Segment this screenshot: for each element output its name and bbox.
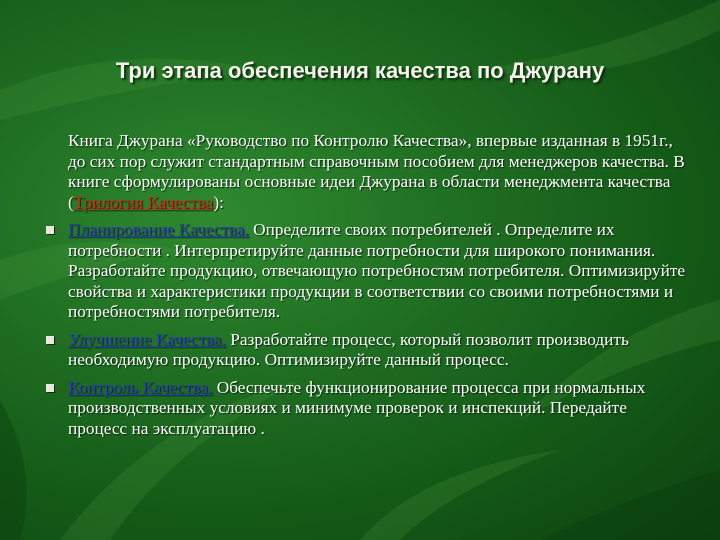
bullet-improvement: [46, 330, 686, 371]
intro-paragraph: [46, 131, 686, 213]
trilogy-link[interactable]: Трилогия Качества: [73, 192, 214, 212]
improvement-text: Разработайте процесс, который позволит производить необходимую продукцию. Оптимизируйте данный процесс.: [68, 329, 629, 369]
slide-content: [46, 131, 686, 446]
control-link[interactable]: Контроль Качества.: [68, 377, 213, 397]
control-text: Обеспечьте функционирование процесса при нормальных производственных условиях и минимуме проверок и инспекций. Передайте процесс на эксплуатацию .: [68, 377, 646, 438]
bullet-control: [46, 378, 686, 440]
square-bullet-icon: [46, 384, 54, 392]
intro-text: Книга Джурана «Руководство по Контролю Качества», впервые изданная в 1951г., до сих пор служит стандартным справочным пособием для менеджеров качества. В книге сформулированы основные идеи Джурана в области менеджмента качества (: [68, 131, 685, 212]
square-bullet-icon: [46, 226, 54, 234]
intro-tail: ):: [213, 192, 224, 212]
planning-link[interactable]: Планирование Качества.: [68, 220, 249, 239]
planning-text: Определите своих потребителей . Определите их потребности . Интерпретируйте данные потребности для широкого понимания. Разработайте продукцию, отвечающую потребностям потребителя. Оптимизируйте свойства и характеристики продукции в соответствии со своими потребностями и потребностями потребителя.: [68, 220, 686, 321]
improvement-link[interactable]: Улучшение Качества.: [68, 329, 226, 349]
slide-title: Три этапа обеспечения качества по Джурану: [115, 58, 605, 83]
square-bullet-icon: [46, 336, 54, 344]
bullet-planning: [46, 220, 686, 323]
